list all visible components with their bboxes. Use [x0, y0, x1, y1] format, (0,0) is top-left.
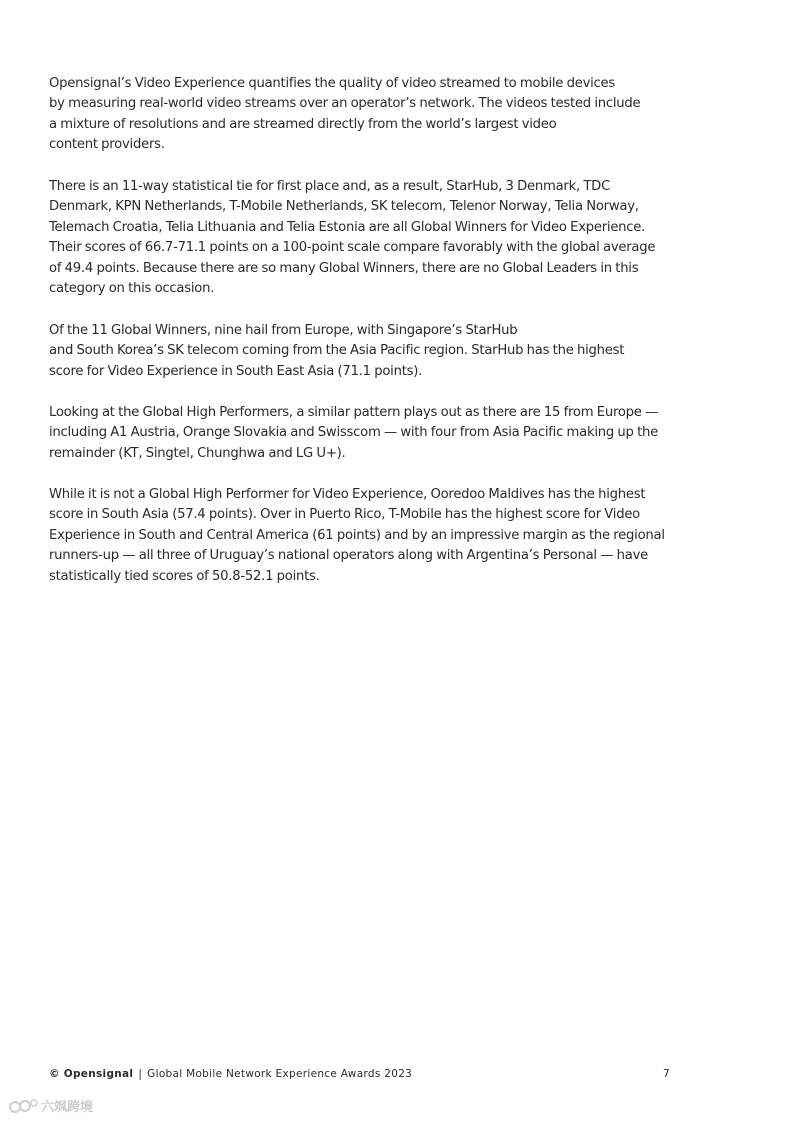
- footer-brand: © Opensignal: [49, 1068, 134, 1080]
- paragraph-regional-winners: Of the 11 Global Winners, nine hail from Europe, with Singapore’s StarHub and South Korea’s SK telecom coming from the Asia Pacific region. StarHub has the highest score for Video Experience in South East Asia (71.1 points).: [49, 323, 625, 379]
- paragraph-high-performers: Looking at the Global High Performers, a similar pattern plays out as there are 15 from Europe — including A1 Austria, Orange Slovakia and Swisscom — with four from Asia Pacific making up the remainder (KT, Singtel, Chunghwa and LG U+).: [49, 405, 659, 461]
- watermark: [8, 1096, 93, 1115]
- page-footer: [49, 1068, 670, 1080]
- paragraph-regional-notes: While it is not a Global High Performer for Video Experience, Ooredoo Maldives has the highest score in South Asia (57.4 points). Over in Puerto Rico, T-Mobile has the highest score for Video Experience in South and Central America (61 points) and by an impressive margin as the regional runners-up — all three of Uruguay’s national operators along with Argentina’s Personal — have statistically tied scores of 50.8-52.1 points.: [49, 487, 665, 584]
- watermark-text: 六飒跨境: [41, 1100, 94, 1115]
- paragraph-global-winners: There is an 11-way statistical tie for first place and, as a result, StarHub, 3 Denmark, TDC Denmark, KPN Netherlands, T-Mobile Netherlands, SK telecom, Telenor Norway, Telia Norway, Telemach Croatia, Telia Lithuania and Telia Estonia are all Global Winners for Video Experience. Their scores of 66.7-71.1 points on a 100-point scale compare favorably with the global average of 49.4 points. Because there are so many Global Winners, there are no Global Leaders in this category on this occasion.: [49, 179, 656, 297]
- watermark-logo-icon: [8, 1097, 38, 1115]
- footer-separator: |: [138, 1068, 143, 1080]
- footer-title: Global Mobile Network Experience Awards 2023: [147, 1068, 413, 1080]
- paragraph-video-experience-intro: Opensignal’s Video Experience quantifies the quality of video streamed to mobile devices by measuring real-world video streams over an operator’s network. The videos tested include a mixture of resolutions and are streamed directly from the world’s largest video content providers.: [49, 76, 641, 153]
- page-number: 7: [663, 1068, 670, 1080]
